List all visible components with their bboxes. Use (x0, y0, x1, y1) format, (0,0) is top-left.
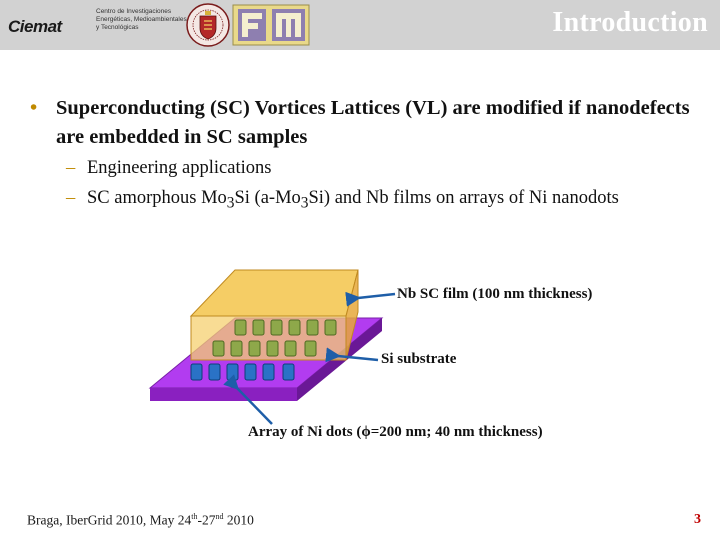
ciemat-desc-line: Centro de Investigaciones (96, 8, 172, 15)
text-part: Array of Ni dots ( (248, 424, 362, 440)
bullet-dot-icon: • (30, 97, 38, 119)
dash-icon: – (66, 158, 76, 178)
main-bullet-text: Superconducting (SC) Vortices Lattices (VL) are modified if nanodefects are embedded in SC samples (56, 97, 690, 148)
label-nb-film: Nb SC film (100 nm thickness) (397, 286, 593, 302)
text-part: Braga, IberGrid 2010, May 24 (27, 512, 192, 528)
arrow-nb-film (358, 294, 395, 298)
phi-symbol: ϕ (361, 424, 371, 440)
dash-icon: – (66, 188, 76, 208)
label-ni-dots (248, 424, 543, 441)
text-part: =200 nm; 40 nm thickness) (370, 424, 543, 440)
ciemat-desc-line: Energéticas, Medioambientales (96, 16, 187, 23)
label-si-substrate: Si substrate (381, 351, 457, 367)
subscript: 3 (300, 194, 309, 212)
ciemat-desc-line: y Tecnológicas (96, 24, 139, 31)
text-part: -27 (197, 512, 216, 528)
text-part: Si (a-Mo (234, 188, 301, 208)
text-part: 2010 (223, 512, 254, 528)
subscript: 3 (226, 194, 235, 212)
page-number: 3 (694, 512, 701, 527)
ciemat-logo-text: Ciemat (8, 17, 62, 36)
footer-citation (27, 512, 254, 529)
slide-title: Introduction (552, 7, 708, 38)
sub-bullet-text: Engineering applications (87, 158, 272, 178)
superscript: th (191, 512, 198, 521)
text-part: SC amorphous Mo (87, 188, 227, 208)
superscript: nd (215, 512, 224, 521)
text-part: Si) and Nb films on arrays of Ni nanodots (308, 188, 619, 208)
